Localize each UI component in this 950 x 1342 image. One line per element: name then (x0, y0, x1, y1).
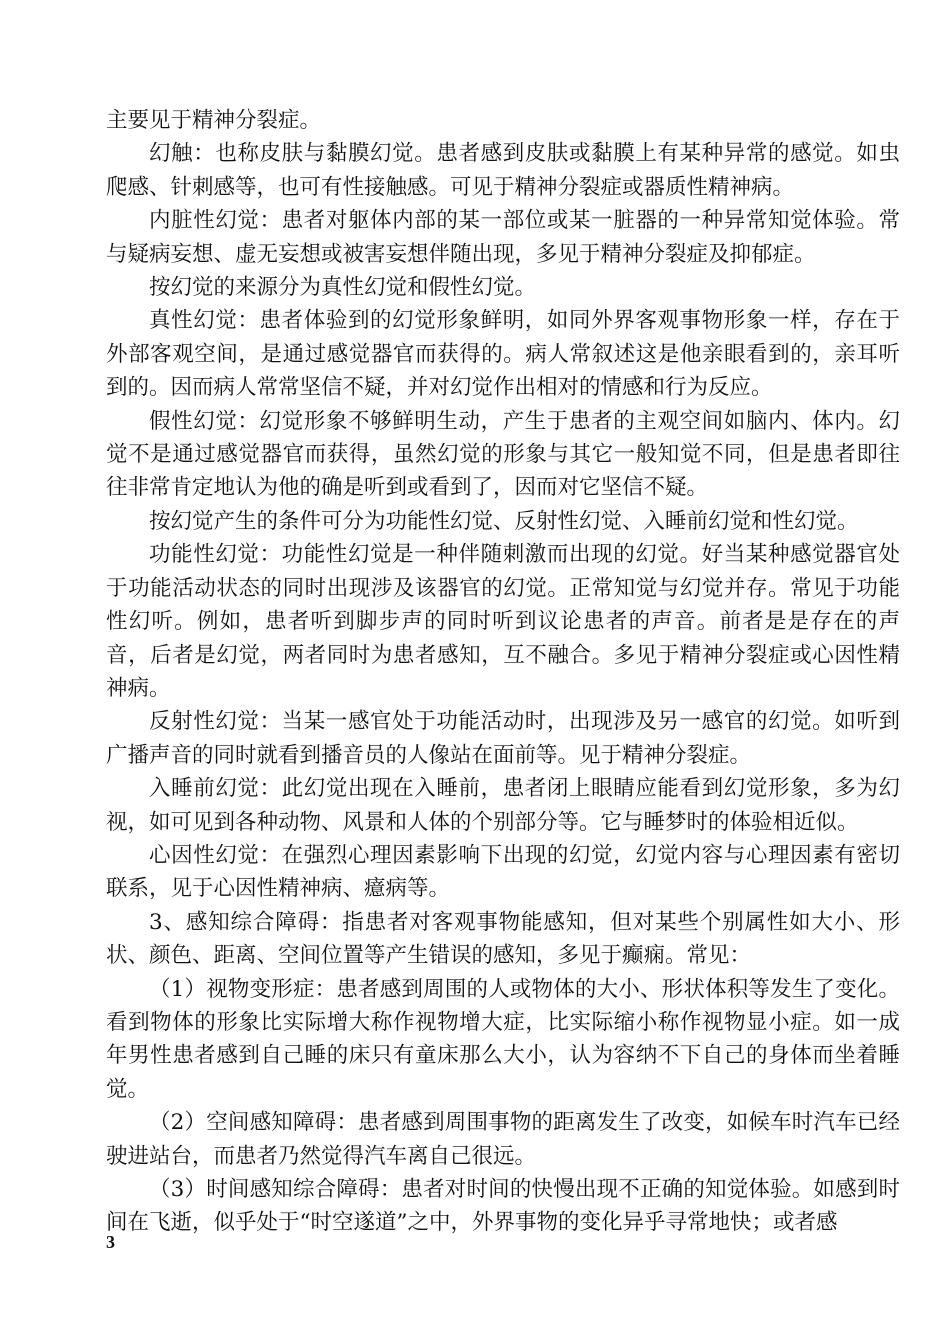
paragraph-metamorphopsia: （1）视物变形症：患者感到周围的人或物体的大小、形状体积等发生了变化。看到物体的形象比实际增大称作视物增大症，比实际缩小称作视物显小症。如一成年男性患者感到自己睡的床只有童床那么大小，认为容纳不下自己的身体而坐着睡觉。 (106, 976, 900, 1102)
body-text (106, 104, 900, 1240)
paragraph-time-perception-disorder: （3）时间感知综合障碍：患者对时间的快慢出现不正确的知觉体验。如感到时间在飞逝，似乎处于“时空遂道”之中，外界事物的变化异乎寻常地快；或者感 (106, 1177, 900, 1236)
paragraph-reflex-hallucination: 反射性幻觉：当某一感官处于功能活动时，出现涉及另一感官的幻觉。如听到广播声音的同时就看到播音员的人像站在面前等。见于精神分裂症。 (106, 709, 900, 768)
paragraph-pseudo-hallucination: 假性幻觉：幻觉形象不够鲜明生动，产生于患者的主观空间如脑内、体内。幻觉不是通过感觉器官而获得，虽然幻觉的形象与其它一般知觉不同，但是患者即往往非常肯定地认为他的确是听到或看到了，因而对它坚信不疑。 (106, 408, 900, 501)
paragraph-continuation: 主要见于精神分裂症。 (106, 108, 322, 133)
paragraph-condition-classification: 按幻觉产生的条件可分为功能性幻觉、反射性幻觉、入睡前幻觉和性幻觉。 (149, 508, 859, 534)
paragraph-functional-hallucination: 功能性幻觉：功能性幻觉是一种伴随刺激而出现的幻觉。好当某种感觉器官处于功能活动状态的同时出现涉及该器官的幻觉。正常知觉与幻觉并存。常见于功能性幻听。例如，患者听到脚步声的同时听到议论患者的声音。前者是是存在的声音，后者是幻觉，两者同时为患者感知，互不融合。多见于精神分裂症或心因性精神病。 (106, 542, 900, 701)
paragraph-perceptual-synthesis-disorder: 3、感知综合障碍：指患者对客观事物能感知，但对某些个别属性如大小、形状、颜色、距离、空间位置等产生错误的感知，多见于癫痫。常见： (106, 909, 900, 969)
paragraph-hypnagogic-hallucination: 入睡前幻觉：此幻觉出现在入睡前，患者闭上眼睛应能看到幻觉形象，多为幻视，如可见到各种动物、风景和人体的个别部分等。它与睡梦时的体验相近似。 (106, 776, 900, 835)
paragraph-psychogenic-hallucination: 心因性幻觉：在强烈心理因素影响下出现的幻觉，幻觉内容与心理因素有密切联系，见于心因性精神病、癔病等。 (106, 842, 900, 902)
paragraph-tactile-hallucination: 幻触：也称皮肤与黏膜幻觉。患者感到皮肤或黏膜上有某种异常的感觉。如虫爬感、针刺感等，也可有性接触感。可见于精神分裂症或器质性精神病。 (106, 141, 900, 200)
paragraph-spatial-perception-disorder: （2）空间感知障碍：患者感到周围事物的距离发生了改变，如候车时汽车已经驶进站台，而患者乃然觉得汽车离自己很远。 (106, 1110, 900, 1169)
paragraph-visceral-hallucination: 内脏性幻觉：患者对躯体内部的某一部位或某一脏器的一种异常知觉体验。常与疑病妄想、虚无妄想或被害妄想伴随出现，多见于精神分裂症及抑郁症。 (106, 208, 900, 267)
paragraph-source-classification: 按幻觉的来源分为真性幻觉和假性幻觉。 (149, 275, 537, 301)
paragraph-true-hallucination: 真性幻觉：患者体验到的幻觉形象鲜明，如同外界客观事物形象一样，存在于外部客观空间，是通过感觉器官而获得的。病人常叙述这是他亲眼看到的，亲耳听到的。因而病人常常坚信不疑，并对幻觉作出相对的情感和行为反应。 (106, 308, 900, 401)
page-number: 3 (106, 1232, 115, 1252)
